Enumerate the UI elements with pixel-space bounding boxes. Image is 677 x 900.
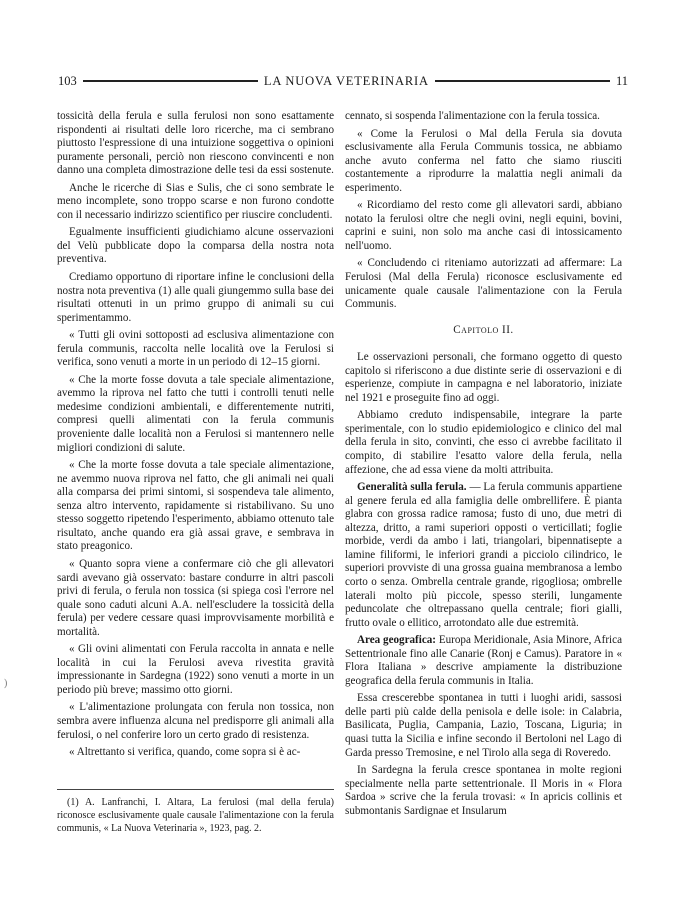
quoted-paragraph: « Che la morte fosse dovuta a tale speciale alimentazione, ne avemmo nuova riprova nel fatto, che gli animali nei quali alla comparsa dei primi sintomi, si sospendeva tale alimento, senza altro intervento, rapidamente si ristabilivano. Su uno stesso soggetto ripetendo l'esperimento, abbiamo ottenuto tale risultato, anche quando era già assai grave, e sembrava in stato preagonico.	[57, 459, 334, 553]
paragraph: Essa crescerebbe spontanea in tutti i luoghi aridi, sassosi delle parti più calde della penisola e delle isole: in Calabria, Basilicata, Puglia, Campania, Lazio, Toscana, Liguria; in quasi tutta la Sicilia e infine secondo il Bertoloni nel Lago di Garda presso Tremosine, e nel Tirolo alla sega di Roveredo.	[345, 692, 622, 759]
journal-title: LA NUOVA VETERINARIA	[263, 73, 429, 88]
section-generalita	[345, 481, 622, 630]
quoted-paragraph: « Ricordiamo del resto come gli allevatori sardi, abbiano notato la ferulosi oltre che negli ovini, negli equini, bovini, caprini e suini, non solo ma anche casi di intossicamento nell'uomo.	[345, 199, 622, 252]
section-text: — La ferula communis appartiene al genere ferula ed alla famiglia delle ombrellifere. È pianta glabra con grossa radice ramosa; fusto di uno, due metri di altezza, dritto, a rami superiori opposti o verticillati; foglie morbide, verdi da ambo i lati, triangolari, bipennatisepte a lamine filiformi, le inferiori grandi a picciolo cilindrico, le superiori provviste di una grossa guaina membranosa a lembo corto o senza. Ombrella centrale grande, rigogliosa; ombrelle laterali molto più piccole, spesso sterili, lungamente peduncolate che oltrepassano quella centrale; fiori gialli, frutto ovale o ellitico, arrotondato alle due estremità.	[345, 481, 622, 629]
left-page-number: 103	[58, 73, 77, 88]
paragraph: Egualmente insufficienti giudichiamo alcune osservazioni del Velù pubblicate dopo la comparsa della nostra nota preventiva.	[57, 226, 334, 266]
running-header	[58, 72, 628, 90]
left-column	[57, 110, 334, 764]
section-area	[345, 634, 622, 688]
footnote	[57, 796, 334, 835]
paragraph: Le osservazioni personali, che formano oggetto di questo capitolo si riferiscono a due distinte serie di osservazioni e di esperienze, compiute in campagna e nel laboratorio, iniziate nel 1921 e proseguite fino ad oggi.	[345, 351, 622, 404]
quoted-paragraph: « Altrettanto si verifica, quando, come sopra si è ac-	[69, 746, 301, 759]
quoted-paragraph: « Concludendo ci riteniamo autorizzati ad affermare: La Ferulosi (Mal della Ferula) riconosce esclusivamente ed unicamente quale causale l'alimentazione con la Ferula Communis.	[345, 257, 622, 311]
footnote-rule	[57, 789, 334, 790]
right-column	[345, 110, 622, 822]
quoted-paragraph: « Come la Ferulosi o Mal della Ferula sia dovuta esclusivamente alla Ferula Communis tossica, ne abbiamo anche avuto conferma nel fatto che siamo riusciti costantemente a riprodurre la malattia negli animali da esperimento.	[345, 127, 622, 194]
quoted-paragraph: « Che la morte fosse dovuta a tale speciale alimentazione, avemmo la riprova nel fatto che tutti i controlli tenuti nelle medesime condizioni ambientali, e differentemente nutriti, compresi quelli alimentati con la ferula communis proveniente dalle località non a Ferulosi si mantennero nelle migliori condizioni di salute.	[57, 373, 334, 454]
header-rule-right	[435, 80, 610, 82]
header-rule-left	[83, 80, 258, 82]
paragraph: tossicità della ferula e sulla ferulosi non sono esattamente rispondenti ai risultati delle loro ricerche, ma ci sembrano piuttosto l'espressione di una intuizione soggettiva o opinioni puramente personali, perciò non riescono convincenti e non danno una completa dimostrazione delle tesi da essi sostenute.	[57, 110, 334, 177]
section-heading: Area geografica:	[357, 634, 436, 647]
section-heading: Generalità sulla ferula.	[357, 481, 467, 494]
quoted-paragraph: « Tutti gli ovini sottoposti ad esclusiva alimentazione con ferula communis, raccolta nelle località ove la Ferulosi si verifica, sono venuti a morte in un periodo di 12–15 giorni.	[57, 329, 334, 369]
footnote-text: (1) A. Lanfranchi, I. Altara, La ferulosi (mal della ferula) riconosce esclusivamente quale causale l'alimentazione con la ferula communis, « La Nuova Veterinaria », 1923, pag. 2.	[57, 797, 334, 834]
paragraph: Crediamo opportuno di riportare infine le conclusioni della nostra nota preventiva (1) alle quali giungemmo sulla base dei risultati ottenuti in un primo gruppo di animali su cui sperimentammo.	[57, 271, 334, 324]
paragraph: Anche le ricerche di Sias e Sulis, che ci sono sembrate le meno incomplete, sono troppo scarse e non furono condotte con il necessario indirizzo scientifico per riuscire concludenti.	[57, 181, 334, 221]
quoted-paragraph: « Quanto sopra viene a confermare ciò che gli allevatori sardi avevano già osservato: bastare condurre in altri pascoli privi di ferula, o ferula non tossica (si spiega così l'errore nel quale sono caduti alcuni A.A. nell'escludere la tossicità della ferula) per vedere cessare quasi improvvisamente morbilità e mortalità.	[57, 557, 334, 638]
right-page-number: 11	[615, 73, 628, 88]
margin-mark: )	[4, 678, 8, 689]
quoted-paragraph: « Gli ovini alimentati con Ferula raccolta in annata e nelle località in cui la Ferulosi aveva rivestita gravità impressionante in Sardegna (1922) sono venuti a morte in un periodo più breve; massimo otto giorni.	[57, 643, 334, 696]
chapter-heading: Capitolo II.	[453, 323, 514, 336]
quoted-paragraph: « L'alimentazione prolungata con ferula non tossica, non sembra avere influenza alcuna nel predisporre gli animali alla ferulosi, o nel conferire loro un certo grado di resistenza.	[57, 701, 334, 741]
section-text: Europa Meridionale, Asia Minore, Africa Settentrionale fino alle Canarie (Ronj e Camus). Paratore in « Flora Italiana » descrive ampiamente la distribuzione geografica della ferula communis in Italia.	[345, 634, 622, 687]
paragraph: Abbiamo creduto indispensabile, integrare la parte sperimentale, con lo studio epidemiologico e clinico del mal della ferula in sito, convinti, che esso ci avrebbe facilitato il compito, di stabilire l'esatto valore della ferula, nella affezione, che ad essa viene da molti attribuita.	[345, 409, 622, 476]
paragraph: cennato, si sospenda l'alimentazione con la ferula tossica.	[345, 110, 600, 122]
paragraph: In Sardegna la ferula cresce spontanea in molte regioni specialmente nella parte settentrionale. Il Moris in « Flora Sardoa » scrive che la ferula trovasi: « In apricis collinis et submontanis Sardignae et Insularum	[345, 764, 622, 817]
